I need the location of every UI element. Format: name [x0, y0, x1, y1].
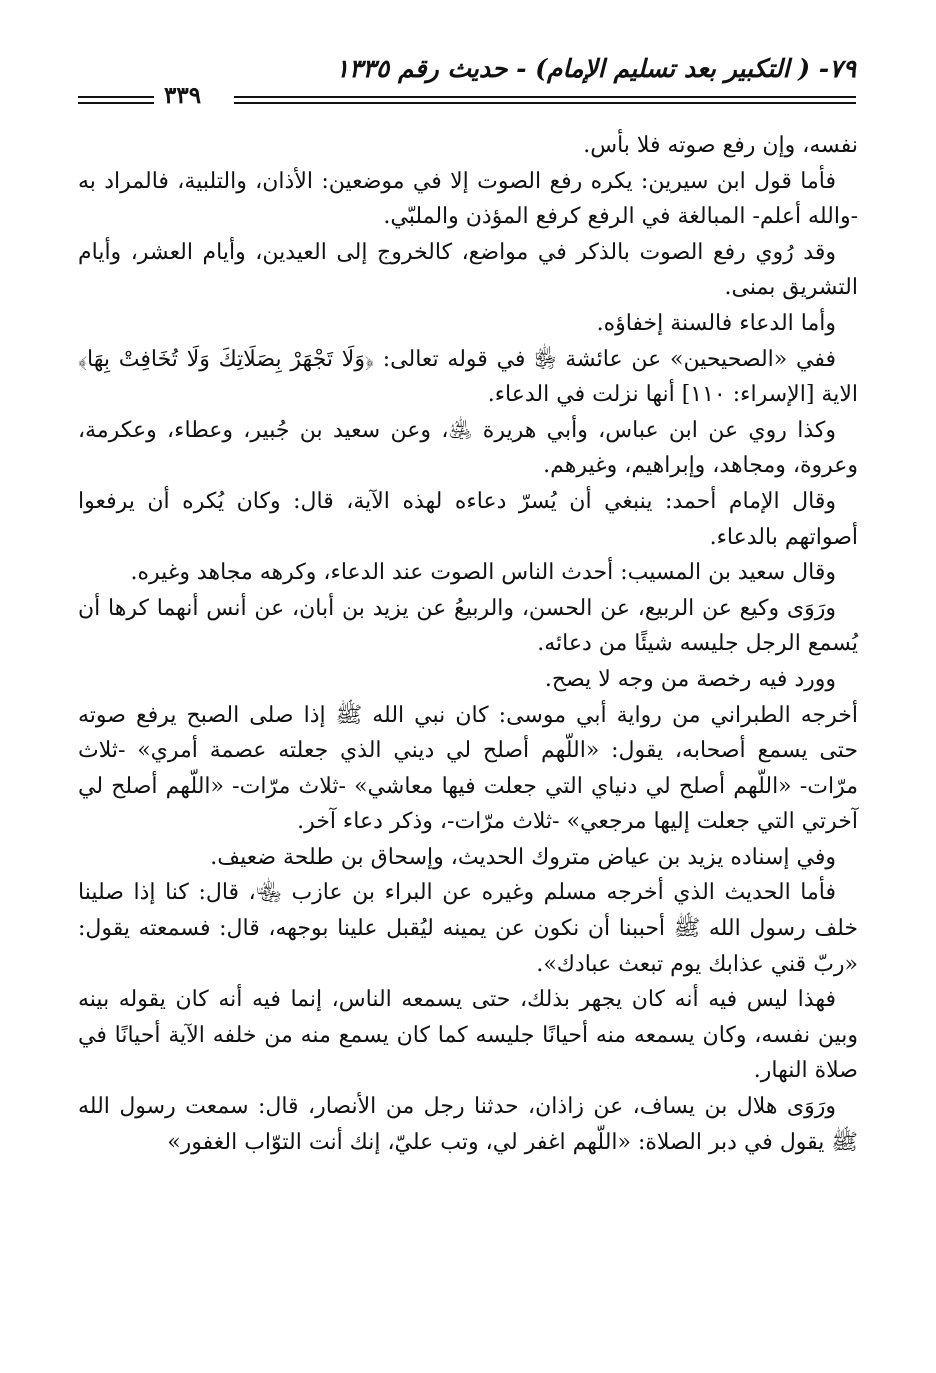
header-rule-long-top — [234, 96, 856, 98]
paragraph: ورَوَى هلال بن يساف، عن زاذان، حدثنا رجل من الأنصار، قال: سمعت رسول الله ﷺ يقول في دبر الصلاة: «اللّهم اغفر لي، وتب عليّ، إنك أنت التوّاب الغفور» — [78, 1094, 858, 1155]
paragraph: فهذا ليس فيه أنه كان يجهر بذلك، حتى يسمعه الناس، إنما فيه أنه كان يقوله بينه وبين نفسه، وكان يسمعه منه أحيانًا جليسه كما كان يسمع منه من خلفه الآية أحيانًا في صلاة النهار. — [78, 987, 858, 1084]
paragraph: وأما الدعاء فالسنة إخفاؤه. — [596, 310, 836, 336]
header-rule-short-bottom — [78, 102, 154, 104]
paragraph: فأما الحديث الذي أخرجه مسلم وغيره عن البراء بن عازب ﵄، قال: كنا إذا صلينا خلف رسول الله ﷺ أحببنا أن نكون عن يمينه ليُقبل علينا بوجهه، قال: فسمعته يقول: «ربّ قني عذابك يوم تبعث عبادك». — [78, 880, 858, 977]
paragraph: وقال سعيد بن المسيب: أحدث الناس الصوت عند الدعاء، وكرهه مجاهد وغيره. — [130, 560, 836, 586]
header-rule-long-bottom — [234, 102, 856, 104]
paragraph: نفسه، وإن رفع صوته فلا بأس. — [583, 133, 858, 158]
paragraph: وورد فيه رخصة من وجه لا يصح. — [544, 666, 836, 692]
paragraph: أخرجه الطبراني من رواية أبي موسى: كان نبي الله ﷺ إذا صلى الصبح يرفع صوته حتى يسمع أصحابه، يقول: «اللّهم أصلح لي ديني الذي جعلته عصمة أمري» -ثلاث مرّات- «اللّهم أصلح لي دنياي التي جعلت فيها معاشي» -ثلاث مرّات- «اللّهم أصلح لي آخرتي التي جعلت إليها مرجعي» -ثلاث مرّات-، وذكر دعاء آخر. — [78, 702, 858, 835]
paragraph: وفي إسناده يزيد بن عياض متروك الحديث، وإسحاق بن طلحة ضعيف. — [210, 844, 836, 870]
paragraph: وقال الإمام أحمد: ينبغي أن يُسرّ دعاءه لهذه الآية، قال: وكان يُكره أن يرفعوا أصواتهم بالدعاء. — [78, 488, 858, 550]
paragraph: وكذا روي عن ابن عباس، وأبي هريرة ﵁، وعن سعيد بن جُبير، وعطاء، وعكرمة، وعروة، ومجاهد، وإبراهيم، وغيرهم. — [78, 417, 858, 479]
body-text — [78, 128, 858, 1160]
paragraph: فأما قول ابن سيرين: يكره رفع الصوت إلا في موضعين: الأذان، والتلبية، فالمراد به -والله أعلم- المبالغة في الرفع كرفع المؤذن والملبّي. — [78, 168, 858, 230]
paragraph: وقد رُوي رفع الصوت بالذكر في مواضع، كالخروج إلى العيدين، وأيام العشر، وأيام التشريق بمنى. — [78, 239, 858, 301]
paragraph: ورَوَى وكيع عن الربيع، عن الحسن، والربيعُ عن يزيد بن أبان، عن أنس أنهما كرها أن يُسمع الرجل جليسه شيئًا من دعائه. — [78, 595, 858, 657]
header-rule-short-top — [78, 96, 154, 98]
paragraph: ففي «الصحيحين» عن عائشة ﵂ في قوله تعالى: ﴿وَلَا تَجْهَرْ بِصَلَاتِكَ وَلَا تُخَافِتْ بِهَا﴾ الاية [الإسراء: ١١٠] أنها نزلت في الدعاء. — [78, 346, 858, 408]
running-title: ٧٩- ( التكبير بعد تسليم الإمام) - حديث رقم ١٣٣٥ — [335, 54, 856, 83]
page-number: ٣٣٩ — [164, 82, 202, 109]
page-header — [78, 54, 856, 110]
